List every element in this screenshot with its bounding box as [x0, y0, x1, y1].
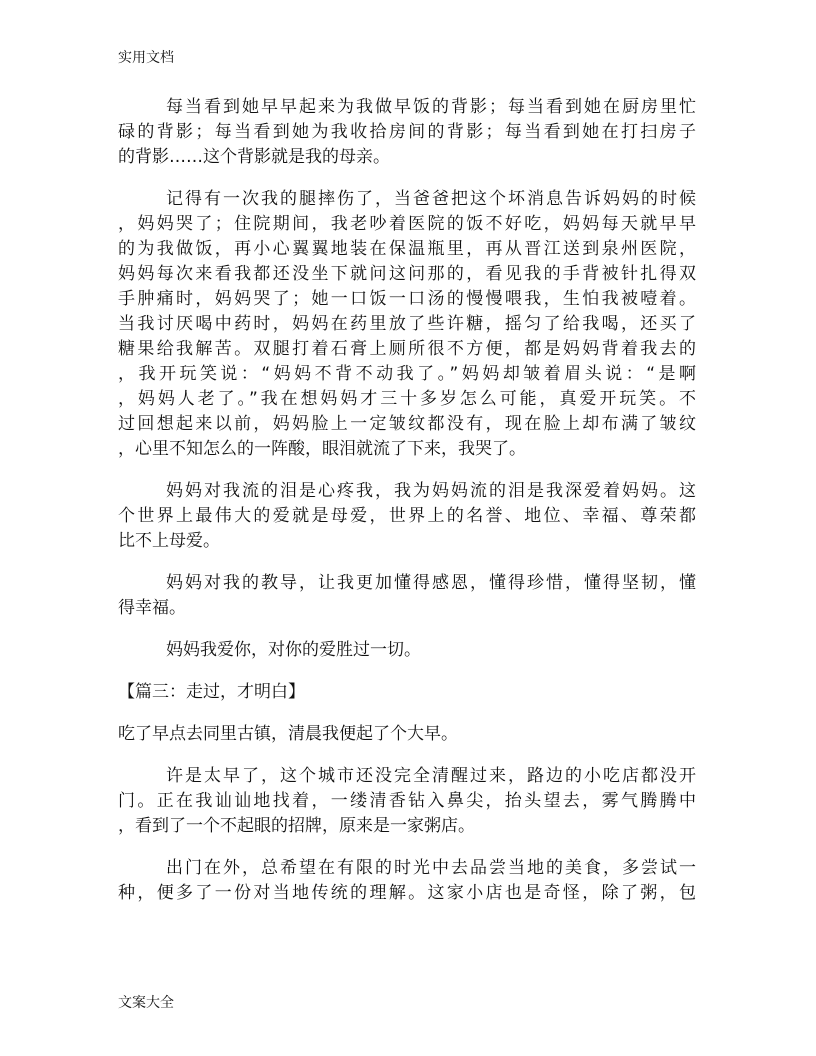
text-line: 妈妈每次来看我都还没坐下就问这问那的，看见我的手背被针扎得双 [118, 264, 696, 284]
text-line: 碌的背影；每当看到她为我收拾房间的背影；每当看到她在打扫房子 [118, 122, 696, 142]
text-line: 吃了早点去同里古镇，清晨我便起了个大早。 [118, 724, 458, 744]
text-line: 种，便多了一份对当地传统的理解。这家小店也是奇怪，除了粥，包 [118, 883, 696, 903]
paragraph [118, 479, 696, 554]
text-line: 的为我做饭，再小心翼翼地装在保温瓶里，再从晋江送到泉州医院， [118, 239, 696, 259]
text-line: ，妈妈人老了。”我在想妈妈才三十多岁怎么可能，真爱开玩笑。不 [118, 389, 696, 409]
paragraph [118, 95, 696, 170]
text-line: 出门在外，总希望在有限的时光中去品尝当地的美食，多尝试一 [166, 858, 696, 878]
text-line: ，我开玩笑说：“妈妈不背不动我了。”妈妈却皱着眉头说：“是啊 [118, 364, 696, 384]
page-header: 实用文档 [118, 50, 174, 66]
paragraph [118, 187, 696, 462]
text-line: 得幸福。 [118, 598, 186, 618]
paragraph [118, 722, 696, 747]
text-line: 妈妈对我的教导，让我更加懂得感恩，懂得珍惜，懂得坚韧，懂 [166, 573, 696, 593]
text-line: ，妈妈哭了；住院期间，我老吵着医院的饭不好吃，妈妈每天就早早 [118, 214, 696, 234]
text-line: ，心里不知怎么的一阵酸，眼泪就流了下来，我哭了。 [118, 439, 526, 459]
section-heading [118, 680, 696, 705]
text-line: 门。正在我讪讪地找着，一缕清香钻入鼻尖，抬头望去，雾气腾腾中 [118, 791, 696, 811]
text-line: 手肿痛时，妈妈哭了；她一口饭一口汤的慢慢喂我，生怕我被噎着。 [118, 289, 696, 309]
text-line: 每当看到她早早起来为我做早饭的背影；每当看到她在厨房里忙 [166, 97, 696, 117]
paragraph [118, 571, 696, 621]
paragraph [118, 856, 696, 906]
text-line: 糖果给我解苦。双腿打着石膏上厕所很不方便，都是妈妈背着我去的 [118, 339, 696, 359]
document-body [118, 95, 696, 906]
section-heading-text: 【篇三：走过，才明白】 [118, 682, 305, 702]
paragraph [118, 764, 696, 839]
text-line: 记得有一次我的腿摔伤了，当爸爸把这个坏消息告诉妈妈的时候 [166, 189, 696, 209]
page-footer: 文案大全 [118, 995, 174, 1011]
text-line: 当我讨厌喝中药时，妈妈在药里放了些许糖，摇匀了给我喝，还买了 [118, 314, 696, 334]
text-line: 的背影……这个背影就是我的母亲。 [118, 147, 390, 167]
text-line: 许是太早了，这个城市还没完全清醒过来，路边的小吃店都没开 [166, 766, 696, 786]
text-line: 个世界上最伟大的爱就是母爱，世界上的名誉、地位、幸福、尊荣都 [118, 506, 696, 526]
text-line: ，看到了一个不起眼的招牌，原来是一家粥店。 [118, 816, 475, 836]
text-line: 妈妈对我流的泪是心疼我，我为妈妈流的泪是我深爱着妈妈。这 [166, 481, 696, 501]
paragraph [118, 638, 696, 663]
text-line: 过回想起来以前，妈妈脸上一定皱纹都没有，现在脸上却布满了皱纹 [118, 414, 696, 434]
text-line: 比不上母爱。 [118, 531, 220, 551]
text-line: 妈妈我爱你，对你的爱胜过一切。 [166, 640, 421, 660]
